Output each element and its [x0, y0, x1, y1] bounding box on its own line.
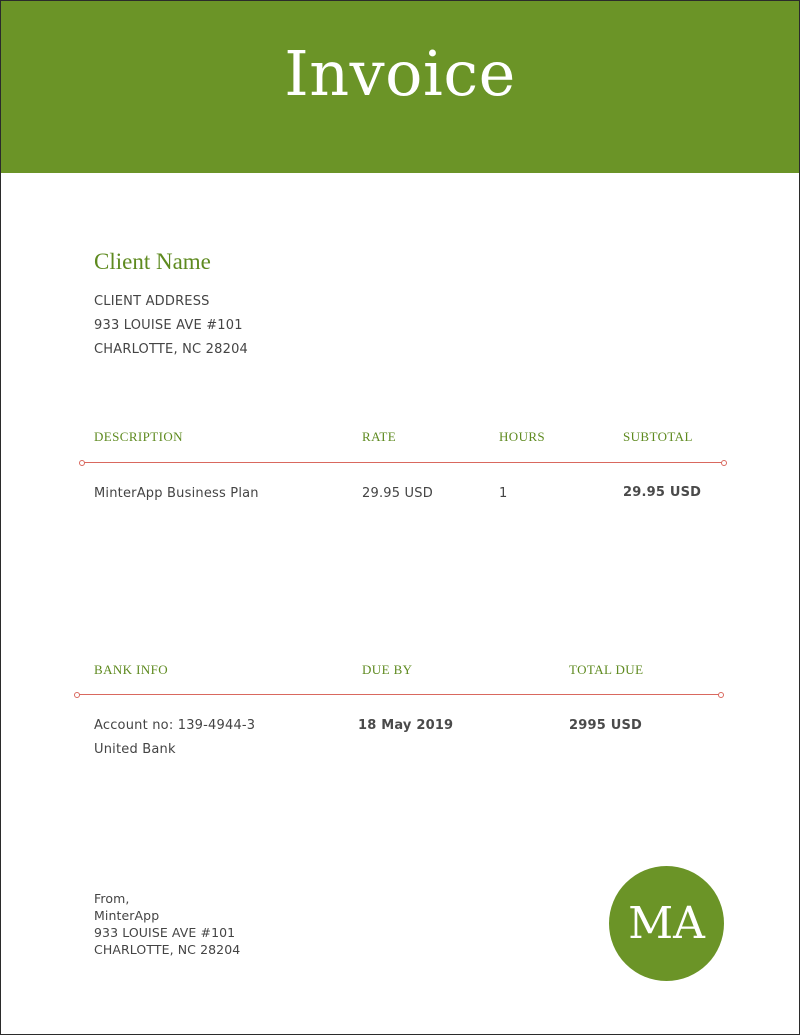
- column-header-rate: RATE: [362, 429, 397, 444]
- invoice-title: Invoice: [284, 37, 516, 110]
- divider-endpoint: [721, 460, 727, 466]
- client-address-label: CLIENT ADDRESS: [94, 294, 210, 309]
- item-rate: 29.95 USD: [362, 486, 433, 501]
- column-header-description: DESCRIPTION: [94, 429, 183, 444]
- column-header-total-due: TOTAL DUE: [569, 662, 644, 677]
- payment-divider: [79, 694, 719, 695]
- bank-name: United Bank: [94, 742, 176, 757]
- divider-endpoint: [718, 692, 724, 698]
- due-date: 18 May 2019: [358, 718, 454, 733]
- column-header-due-by: DUE BY: [362, 662, 413, 677]
- items-divider: [84, 462, 722, 463]
- total-due-amount: 2995 USD: [569, 718, 643, 733]
- monogram-initials: MA: [628, 898, 705, 949]
- bank-account-number: Account no: 139-4944-3: [94, 718, 256, 733]
- from-address-line1: 933 LOUISE AVE #101: [94, 925, 236, 940]
- from-address-line2: CHARLOTTE, NC 28204: [94, 942, 241, 957]
- item-subtotal: 29.95 USD: [623, 485, 702, 500]
- item-hours: 1: [499, 486, 508, 501]
- column-header-bank-info: BANK INFO: [94, 662, 169, 677]
- column-header-subtotal: SUBTOTAL: [623, 429, 693, 444]
- from-company: MinterApp: [94, 908, 160, 923]
- divider-endpoint: [79, 460, 85, 466]
- item-description: MinterApp Business Plan: [94, 486, 259, 501]
- divider-endpoint: [74, 692, 80, 698]
- client-address-line2: CHARLOTTE, NC 28204: [94, 342, 249, 357]
- client-name: Client Name: [94, 249, 211, 274]
- from-label: From,: [94, 891, 130, 906]
- column-header-hours: HOURS: [499, 429, 546, 444]
- client-address-line1: 933 LOUISE AVE #101: [94, 318, 243, 333]
- company-monogram-logo: [609, 866, 724, 981]
